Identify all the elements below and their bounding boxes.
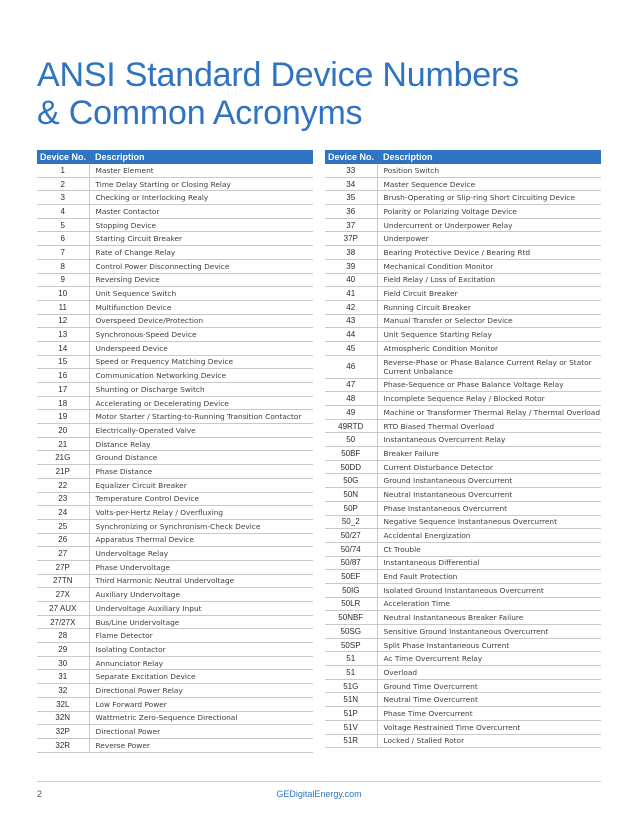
description-cell: Shunting or Discharge Switch — [89, 383, 313, 397]
table-row — [325, 652, 601, 666]
device-number-cell: 27 AUX — [37, 602, 89, 616]
device-number-cell: 18 — [37, 396, 89, 410]
table-row — [325, 666, 601, 680]
device-number-cell: 32R — [37, 738, 89, 752]
description-cell: Acceleration Time — [377, 597, 601, 611]
table-row — [325, 433, 601, 447]
table-row — [325, 488, 601, 502]
page-title — [37, 56, 597, 132]
description-cell: Apparatus Thermal Device — [89, 533, 313, 547]
device-number-cell: 3 — [37, 191, 89, 205]
table-row — [37, 328, 313, 342]
device-number-cell: 16 — [37, 369, 89, 383]
table-row — [325, 734, 601, 748]
table-row — [37, 218, 313, 232]
description-cell: Voltage Restrained Time Overcurrent — [377, 720, 601, 734]
description-cell: Locked / Stalled Rotor — [377, 734, 601, 748]
table-row — [325, 515, 601, 529]
device-number-cell: 5 — [37, 218, 89, 232]
description-cell: Instantaneous Overcurrent Relay — [377, 433, 601, 447]
table-header-row — [37, 150, 313, 164]
table-row — [325, 191, 601, 205]
device-number-cell: 25 — [37, 519, 89, 533]
device-number-cell: 2 — [37, 177, 89, 191]
description-cell: Accelerating or Decelerating Device — [89, 396, 313, 410]
table-row — [325, 392, 601, 406]
device-number-cell: 8 — [37, 259, 89, 273]
description-cell: Brush-Operating or Slip-ring Short Circuiting Device — [377, 191, 601, 205]
table-row — [37, 191, 313, 205]
device-number-cell: 32L — [37, 697, 89, 711]
device-number-cell: 13 — [37, 328, 89, 342]
description-cell: Underpower — [377, 232, 601, 246]
description-cell: Speed or Frequency Matching Device — [89, 355, 313, 369]
device-number-cell: 32N — [37, 711, 89, 725]
description-cell: Electrically-Operated Valve — [89, 424, 313, 438]
device-number-cell: 50/27 — [325, 529, 377, 543]
device-number-cell: 17 — [37, 383, 89, 397]
table-row — [37, 643, 313, 657]
description-cell: Master Sequence Device — [377, 177, 601, 191]
table-row — [37, 629, 313, 643]
table-row — [37, 273, 313, 287]
table-row — [37, 451, 313, 465]
device-number-cell: 34 — [325, 177, 377, 191]
description-cell: Low Forward Power — [89, 697, 313, 711]
table-row — [37, 697, 313, 711]
table-row — [37, 519, 313, 533]
device-number-cell: 38 — [325, 246, 377, 260]
device-number-cell: 33 — [325, 164, 377, 177]
description-cell: Flame Detector — [89, 629, 313, 643]
table-row — [37, 369, 313, 383]
description-cell: Machine or Transformer Thermal Relay / Thermal Overload — [377, 406, 601, 420]
table-row — [37, 656, 313, 670]
device-number-cell: 12 — [37, 314, 89, 328]
description-cell: Unit Sequence Starting Relay — [377, 328, 601, 342]
description-cell: Current Disturbance Detector — [377, 460, 601, 474]
description-cell: RTD Biased Thermal Overload — [377, 419, 601, 433]
description-cell: Negative Sequence Instantaneous Overcurrent — [377, 515, 601, 529]
device-number-cell: 21P — [37, 465, 89, 479]
device-number-cell: 22 — [37, 478, 89, 492]
description-cell: Auxiliary Undervoltage — [89, 588, 313, 602]
device-number-cell: 44 — [325, 328, 377, 342]
device-number-cell: 32 — [37, 684, 89, 698]
device-number-cell: 39 — [325, 259, 377, 273]
description-cell: Manual Transfer or Selector Device — [377, 314, 601, 328]
table-row — [325, 474, 601, 488]
description-cell: Neutral Instantaneous Breaker Failure — [377, 611, 601, 625]
table-row — [37, 424, 313, 438]
device-number-cell: 10 — [37, 287, 89, 301]
table-row — [325, 300, 601, 314]
device-number-cell: 19 — [37, 410, 89, 424]
device-number-cell: 50N — [325, 488, 377, 502]
table-row — [325, 378, 601, 392]
table-row — [325, 583, 601, 597]
page-title-line-2: & Common Acronyms — [37, 94, 363, 132]
device-number-cell: 27/27X — [37, 615, 89, 629]
device-number-cell: 49 — [325, 406, 377, 420]
table-row — [325, 625, 601, 639]
table-row — [325, 406, 601, 420]
device-number-cell: 50IG — [325, 583, 377, 597]
device-number-cell: 41 — [325, 287, 377, 301]
description-cell: Motor Starter / Starting-to-Running Transition Contactor — [89, 410, 313, 424]
device-number-cell: 30 — [37, 656, 89, 670]
device-number-cell: 51R — [325, 734, 377, 748]
table-row — [37, 287, 313, 301]
device-number-cell: 29 — [37, 643, 89, 657]
table-row — [325, 720, 601, 734]
description-cell: Master Element — [89, 164, 313, 177]
table-row — [37, 341, 313, 355]
table-row — [325, 638, 601, 652]
table-row — [325, 328, 601, 342]
description-cell: Ground Time Overcurrent — [377, 679, 601, 693]
description-cell: Phase Distance — [89, 465, 313, 479]
device-number-cell: 14 — [37, 341, 89, 355]
table-row — [325, 570, 601, 584]
device-table-right-body — [325, 164, 601, 748]
description-cell: Neutral Instantaneous Overcurrent — [377, 488, 601, 502]
device-number-cell: 7 — [37, 246, 89, 260]
device-number-cell: 40 — [325, 273, 377, 287]
table-row — [37, 560, 313, 574]
description-cell: Ground Distance — [89, 451, 313, 465]
device-number-cell: 50LR — [325, 597, 377, 611]
device-number-cell: 15 — [37, 355, 89, 369]
description-cell: Phase Instantaneous Overcurrent — [377, 501, 601, 515]
table-row — [325, 164, 601, 177]
table-row — [325, 707, 601, 721]
description-cell: Rate of Change Relay — [89, 246, 313, 260]
description-cell: Reverse Power — [89, 738, 313, 752]
device-number-cell: 47 — [325, 378, 377, 392]
table-row — [37, 492, 313, 506]
device-number-cell: 20 — [37, 424, 89, 438]
description-cell: Neutral Time Overcurrent — [377, 693, 601, 707]
table-row — [325, 693, 601, 707]
table-row — [325, 246, 601, 260]
device-number-cell: 50P — [325, 501, 377, 515]
table-row — [37, 615, 313, 629]
table-row — [325, 556, 601, 570]
description-cell: Synchronizing or Synchronism-Check Device — [89, 519, 313, 533]
device-table-right — [325, 150, 601, 748]
table-row — [325, 273, 601, 287]
table-row — [325, 205, 601, 219]
device-number-cell: 9 — [37, 273, 89, 287]
table-row — [325, 341, 601, 355]
description-header: Description — [377, 150, 601, 164]
device-number-cell: 50/87 — [325, 556, 377, 570]
description-cell: Underspeed Device — [89, 341, 313, 355]
description-cell: Breaker Failure — [377, 447, 601, 461]
website-link[interactable]: GEDigitalEnergy.com — [276, 789, 362, 799]
table-row — [37, 396, 313, 410]
table-row — [37, 711, 313, 725]
description-cell: Field Circuit Breaker — [377, 287, 601, 301]
description-header: Description — [89, 150, 313, 164]
description-cell: Phase-Sequence or Phase Balance Voltage Relay — [377, 378, 601, 392]
table-row — [37, 205, 313, 219]
table-row — [325, 232, 601, 246]
description-cell: Ct Trouble — [377, 542, 601, 556]
table-row — [37, 738, 313, 752]
table-header-row — [325, 150, 601, 164]
description-cell: End Fault Protection — [377, 570, 601, 584]
description-cell: Undervoltage Relay — [89, 547, 313, 561]
description-cell: Running Circuit Breaker — [377, 300, 601, 314]
table-row — [37, 684, 313, 698]
description-cell: Reverse-Phase or Phase Balance Current Relay or Stator Current Unbalance — [377, 355, 601, 378]
description-cell: Bus/Line Undervoltage — [89, 615, 313, 629]
table-row — [37, 506, 313, 520]
table-row — [37, 437, 313, 451]
device-number-cell: 48 — [325, 392, 377, 406]
description-cell: Volts-per-Hertz Relay / Overfluxing — [89, 506, 313, 520]
description-cell: Overspeed Device/Protection — [89, 314, 313, 328]
description-cell: Time Delay Starting or Closing Relay — [89, 177, 313, 191]
table-row — [37, 246, 313, 260]
table-row — [37, 725, 313, 739]
table-row — [325, 542, 601, 556]
device-table-left-body — [37, 164, 313, 752]
device-number-cell: 27P — [37, 560, 89, 574]
device-number-cell: 42 — [325, 300, 377, 314]
description-cell: Multifunction Device — [89, 300, 313, 314]
description-cell: Control Power Disconnecting Device — [89, 259, 313, 273]
device-number-cell: 23 — [37, 492, 89, 506]
description-cell: Reversing Device — [89, 273, 313, 287]
device-number-cell: 21G — [37, 451, 89, 465]
description-cell: Phase Undervoltage — [89, 560, 313, 574]
description-cell: Undercurrent or Underpower Relay — [377, 218, 601, 232]
table-row — [325, 679, 601, 693]
description-cell: Bearing Protective Device / Bearing Rtd — [377, 246, 601, 260]
description-cell: Polarity or Polarizing Voltage Device — [377, 205, 601, 219]
description-cell: Starting Circuit Breaker — [89, 232, 313, 246]
device-number-cell: 50/74 — [325, 542, 377, 556]
table-row — [37, 670, 313, 684]
description-cell: Unit Sequence Switch — [89, 287, 313, 301]
table-row — [325, 529, 601, 543]
description-cell: Ac Time Overcurrent Relay — [377, 652, 601, 666]
device-number-cell: 50SP — [325, 638, 377, 652]
page-number: 2 — [37, 789, 43, 799]
device-number-cell: 50SG — [325, 625, 377, 639]
device-number-cell: 50BF — [325, 447, 377, 461]
description-cell: Directional Power — [89, 725, 313, 739]
description-cell: Annunciator Relay — [89, 656, 313, 670]
device-number-cell: 21 — [37, 437, 89, 451]
description-cell: Equalizer Circuit Breaker — [89, 478, 313, 492]
description-cell: Overload — [377, 666, 601, 680]
description-cell: Accidental Energization — [377, 529, 601, 543]
table-row — [325, 597, 601, 611]
table-row — [325, 611, 601, 625]
device-number-cell: 51N — [325, 693, 377, 707]
device-number-cell: 51 — [325, 652, 377, 666]
device-number-cell: 51 — [325, 666, 377, 680]
table-row — [37, 547, 313, 561]
device-number-cell: 37P — [325, 232, 377, 246]
device-number-cell: 51V — [325, 720, 377, 734]
device-number-cell: 27 — [37, 547, 89, 561]
description-cell: Third Harmonic Neutral Undervoltage — [89, 574, 313, 588]
description-cell: Wattmetric Zero-Sequence Directional — [89, 711, 313, 725]
table-row — [325, 218, 601, 232]
table-row — [37, 588, 313, 602]
footer-divider — [37, 781, 601, 782]
table-row — [325, 314, 601, 328]
device-number-cell: 31 — [37, 670, 89, 684]
device-number-cell: 43 — [325, 314, 377, 328]
device-number-cell: 50_2 — [325, 515, 377, 529]
device-number-cell: 50G — [325, 474, 377, 488]
device-number-cell: 51G — [325, 679, 377, 693]
description-cell: Split Phase Instantaneous Current — [377, 638, 601, 652]
device-number-cell: 45 — [325, 341, 377, 355]
table-row — [325, 259, 601, 273]
device-number-cell: 37 — [325, 218, 377, 232]
device-number-cell: 49RTD — [325, 419, 377, 433]
device-number-cell: 35 — [325, 191, 377, 205]
table-row — [37, 300, 313, 314]
description-cell: Instantaneous Differential — [377, 556, 601, 570]
device-number-cell: 1 — [37, 164, 89, 177]
description-cell: Phase Time Overcurrent — [377, 707, 601, 721]
table-row — [325, 501, 601, 515]
device-number-cell: 24 — [37, 506, 89, 520]
page-title-line-1: ANSI Standard Device Numbers — [37, 56, 519, 94]
table-row — [37, 164, 313, 177]
description-cell: Isolated Ground Instantaneous Overcurrent — [377, 583, 601, 597]
table-row — [37, 177, 313, 191]
description-cell: Distance Relay — [89, 437, 313, 451]
description-cell: Separate Excitation Device — [89, 670, 313, 684]
description-cell: Isolating Contactor — [89, 643, 313, 657]
table-row — [37, 259, 313, 273]
description-cell: Master Contactor — [89, 205, 313, 219]
table-row — [37, 574, 313, 588]
description-cell: Sensitive Ground Instantaneous Overcurrent — [377, 625, 601, 639]
description-cell: Atmospheric Condition Monitor — [377, 341, 601, 355]
table-row — [325, 287, 601, 301]
device-number-cell: 28 — [37, 629, 89, 643]
table-row — [37, 602, 313, 616]
table-row — [37, 533, 313, 547]
device-number-cell: 51P — [325, 707, 377, 721]
table-row — [37, 465, 313, 479]
description-cell: Undervoltage Auxiliary Input — [89, 602, 313, 616]
device-number-cell: 50 — [325, 433, 377, 447]
device-no-header: Device No. — [37, 150, 89, 164]
device-number-cell: 50DD — [325, 460, 377, 474]
table-row — [37, 410, 313, 424]
description-cell: Field Relay / Loss of Excitation — [377, 273, 601, 287]
table-row — [37, 355, 313, 369]
table-row — [325, 177, 601, 191]
table-row — [37, 314, 313, 328]
device-number-cell: 32P — [37, 725, 89, 739]
device-number-cell: 27X — [37, 588, 89, 602]
device-table-left — [37, 150, 313, 753]
device-number-cell: 50NBF — [325, 611, 377, 625]
device-number-cell: 27TN — [37, 574, 89, 588]
description-cell: Communication Networking Device — [89, 369, 313, 383]
description-cell: Mechanical Condition Monitor — [377, 259, 601, 273]
description-cell: Position Switch — [377, 164, 601, 177]
table-row — [325, 419, 601, 433]
description-cell: Checking or Interlocking Realy — [89, 191, 313, 205]
table-row — [37, 232, 313, 246]
device-number-cell: 46 — [325, 355, 377, 378]
description-cell: Directional Power Relay — [89, 684, 313, 698]
table-row — [325, 460, 601, 474]
table-row — [37, 478, 313, 492]
device-number-cell: 36 — [325, 205, 377, 219]
device-no-header: Device No. — [325, 150, 377, 164]
table-row — [325, 447, 601, 461]
description-cell: Temperature Control Device — [89, 492, 313, 506]
description-cell: Incomplete Sequence Relay / Blocked Rotor — [377, 392, 601, 406]
device-number-cell: 26 — [37, 533, 89, 547]
device-number-cell: 11 — [37, 300, 89, 314]
table-row — [37, 383, 313, 397]
description-cell: Synchronous-Speed Device — [89, 328, 313, 342]
description-cell: Stopping Device — [89, 218, 313, 232]
description-cell: Ground Instantaneous Overcurrent — [377, 474, 601, 488]
device-number-cell: 50EF — [325, 570, 377, 584]
device-number-cell: 4 — [37, 205, 89, 219]
device-number-cell: 6 — [37, 232, 89, 246]
table-row — [325, 355, 601, 378]
